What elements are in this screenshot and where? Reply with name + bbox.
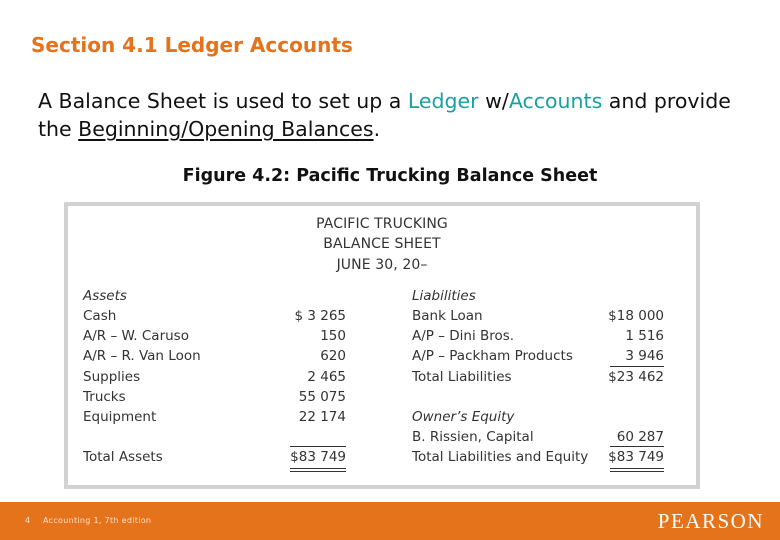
total-rule <box>610 366 664 367</box>
intro-text-4: . <box>373 117 381 141</box>
equity-amount: 60 287 <box>616 429 664 445</box>
total-rule <box>290 446 346 447</box>
company-name: PACIFIC TRUCKING <box>316 216 448 232</box>
liability-amount: 3 946 <box>625 348 664 364</box>
total-liab-equity-amount: $83 749 <box>608 449 664 465</box>
slide-title: Section 4.1 Ledger Accounts <box>31 33 353 57</box>
liability-amount: $18 000 <box>608 308 664 324</box>
liability-label: Bank Loan <box>412 308 483 324</box>
intro-text-2: w/ <box>478 89 509 113</box>
figure-caption: Figure 4.2: Pacific Trucking Balance Sheet <box>182 166 598 186</box>
asset-amount: $ 3 265 <box>294 308 346 324</box>
asset-label: Trucks <box>83 389 126 405</box>
page-number: 4 <box>25 516 31 525</box>
total-liab-equity-label: Total Liabilities and Equity <box>412 449 589 465</box>
edition-label: Accounting 1, 7th edition <box>43 516 152 525</box>
intro-text-3: and provide the <box>38 89 731 141</box>
statement-date: JUNE 30, 20– <box>336 257 428 273</box>
asset-label: A/R – W. Caruso <box>83 328 189 344</box>
asset-label: Equipment <box>83 409 157 425</box>
pearson-logo: PEARSON <box>657 509 764 533</box>
asset-amount: 22 174 <box>298 409 346 425</box>
asset-amount: 2 465 <box>307 369 346 385</box>
double-rule <box>290 471 346 472</box>
footer-bar <box>0 502 780 540</box>
total-rule <box>610 446 664 447</box>
equity-heading: Owner’s Equity <box>412 409 515 425</box>
accounts-term: Accounts <box>508 89 603 113</box>
asset-label: Cash <box>83 308 117 324</box>
opening-balances-term: Beginning/Opening Balances <box>78 117 374 141</box>
liability-label: A/P – Packham Products <box>412 348 573 364</box>
asset-amount: 620 <box>320 348 346 364</box>
intro-paragraph <box>38 87 758 143</box>
total-liabilities-label: Total Liabilities <box>412 369 512 385</box>
balance-sheet <box>68 206 696 485</box>
double-rule <box>290 468 346 469</box>
ledger-term: Ledger <box>407 89 479 113</box>
assets-heading: Assets <box>83 288 127 304</box>
double-rule <box>610 468 664 469</box>
liability-amount: 1 516 <box>625 328 664 344</box>
asset-label: A/R – R. Van Loon <box>83 348 201 364</box>
intro-text-1: A Balance Sheet is used to set up a <box>38 89 408 113</box>
total-liabilities-amount: $23 462 <box>608 369 664 385</box>
asset-label: Supplies <box>83 369 141 385</box>
asset-amount: 55 075 <box>298 389 346 405</box>
equity-label: B. Rissien, Capital <box>412 429 534 445</box>
liabilities-heading: Liabilities <box>412 288 476 304</box>
liability-label: A/P – Dini Bros. <box>412 328 515 344</box>
statement-name: BALANCE SHEET <box>323 236 441 252</box>
asset-amount: 150 <box>320 328 346 344</box>
total-assets-label: Total Assets <box>83 449 163 465</box>
total-assets-amount: $83 749 <box>290 449 346 465</box>
double-rule <box>610 471 664 472</box>
